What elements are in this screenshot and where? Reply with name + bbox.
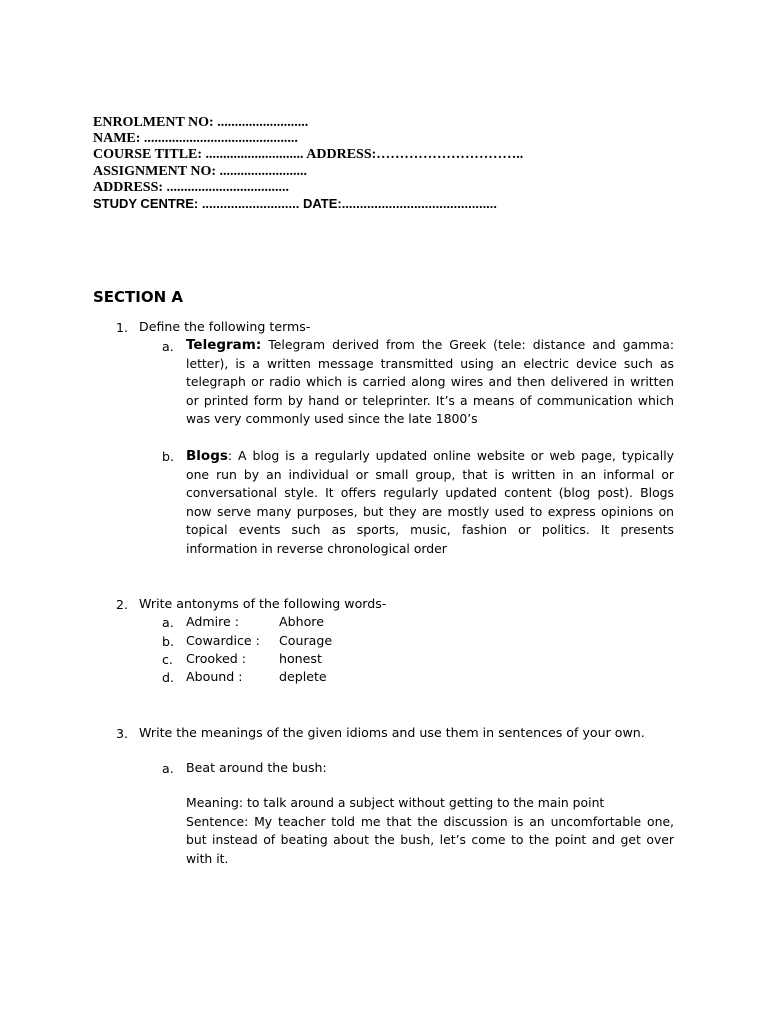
q1b-text: : A blog is a regularly updated online website or web page, typically one run by an individual or small group, that is written in an informal or conversational style. It offers regularly updated content (blog post). Blogs now serve many purposes, but they are mostly used to express opinions on topical events such as sports, music, fashion or politics. It presents information in reverse chronological order — [186, 448, 674, 556]
q2a-word: Admire : — [186, 614, 240, 629]
course-title-line: COURSE TITLE: ............................ ADDRESS:………………………….. — [93, 147, 524, 163]
section-title: SECTION A — [93, 288, 184, 306]
assignment-line: ASSIGNMENT NO: ......................... — [93, 163, 308, 179]
q1b-letter: b. — [162, 449, 174, 464]
q2a-letter: a. — [162, 615, 174, 630]
q3a-meaning: Meaning: to talk around a subject without getting to the main point — [186, 795, 605, 810]
q1-number: 1. — [116, 320, 129, 335]
study-centre-line: STUDY CENTRE: ........................... DATE:........................................... — [93, 196, 498, 212]
q3a-idiom: Beat around the bush: — [186, 760, 327, 775]
q2b-letter: b. — [162, 634, 174, 649]
q2d-letter: d. — [162, 670, 174, 685]
q3a-sentence: Sentence: My teacher told me that the discussion is an uncomfortable one, but instead of beating about the bush, let’s come to the point and get over with it. — [186, 813, 674, 866]
q1a-text: Telegram derived from the Greek (tele: distance and gamma: letter), is a written message transmitted using an electric device such as telegraph or radio which is carried along wires and then delivered in written or printed form by hand or teleprinter. It’s a means of communication which was very commonly used since the late 1800’s — [186, 337, 674, 426]
student-details-header — [93, 115, 523, 212]
q2b-antonym: Courage — [279, 633, 333, 648]
q2-number: 2. — [116, 597, 129, 612]
q2a-antonym: Abhore — [279, 614, 324, 629]
q2d-word: Abound : — [186, 669, 243, 684]
q1a-term: Telegram: — [186, 337, 262, 353]
q3a-answer — [186, 794, 674, 868]
q1b-definition — [186, 447, 674, 558]
q2c-antonym: honest — [279, 651, 322, 666]
name-line: NAME: ............................................ — [93, 131, 298, 147]
q1b-term: Blogs — [186, 448, 228, 464]
address-line: ADDRESS: ................................... — [93, 179, 290, 195]
q2c-letter: c. — [162, 652, 173, 667]
enrolment-line: ENROLMENT NO: .......................... — [93, 115, 309, 130]
q3-text: Write the meanings of the given idioms and use them in sentences of your own. — [139, 725, 645, 740]
q1a-definition — [186, 336, 674, 429]
q2-text: Write antonyms of the following words- — [139, 596, 387, 611]
q2c-word: Crooked : — [186, 651, 246, 666]
q3a-letter: a. — [162, 761, 174, 776]
q3-number: 3. — [116, 726, 129, 741]
q1a-letter: a. — [162, 339, 174, 354]
q2d-antonym: deplete — [279, 669, 327, 684]
q2b-word: Cowardice : — [186, 633, 260, 648]
q1-text: Define the following terms- — [139, 319, 311, 334]
